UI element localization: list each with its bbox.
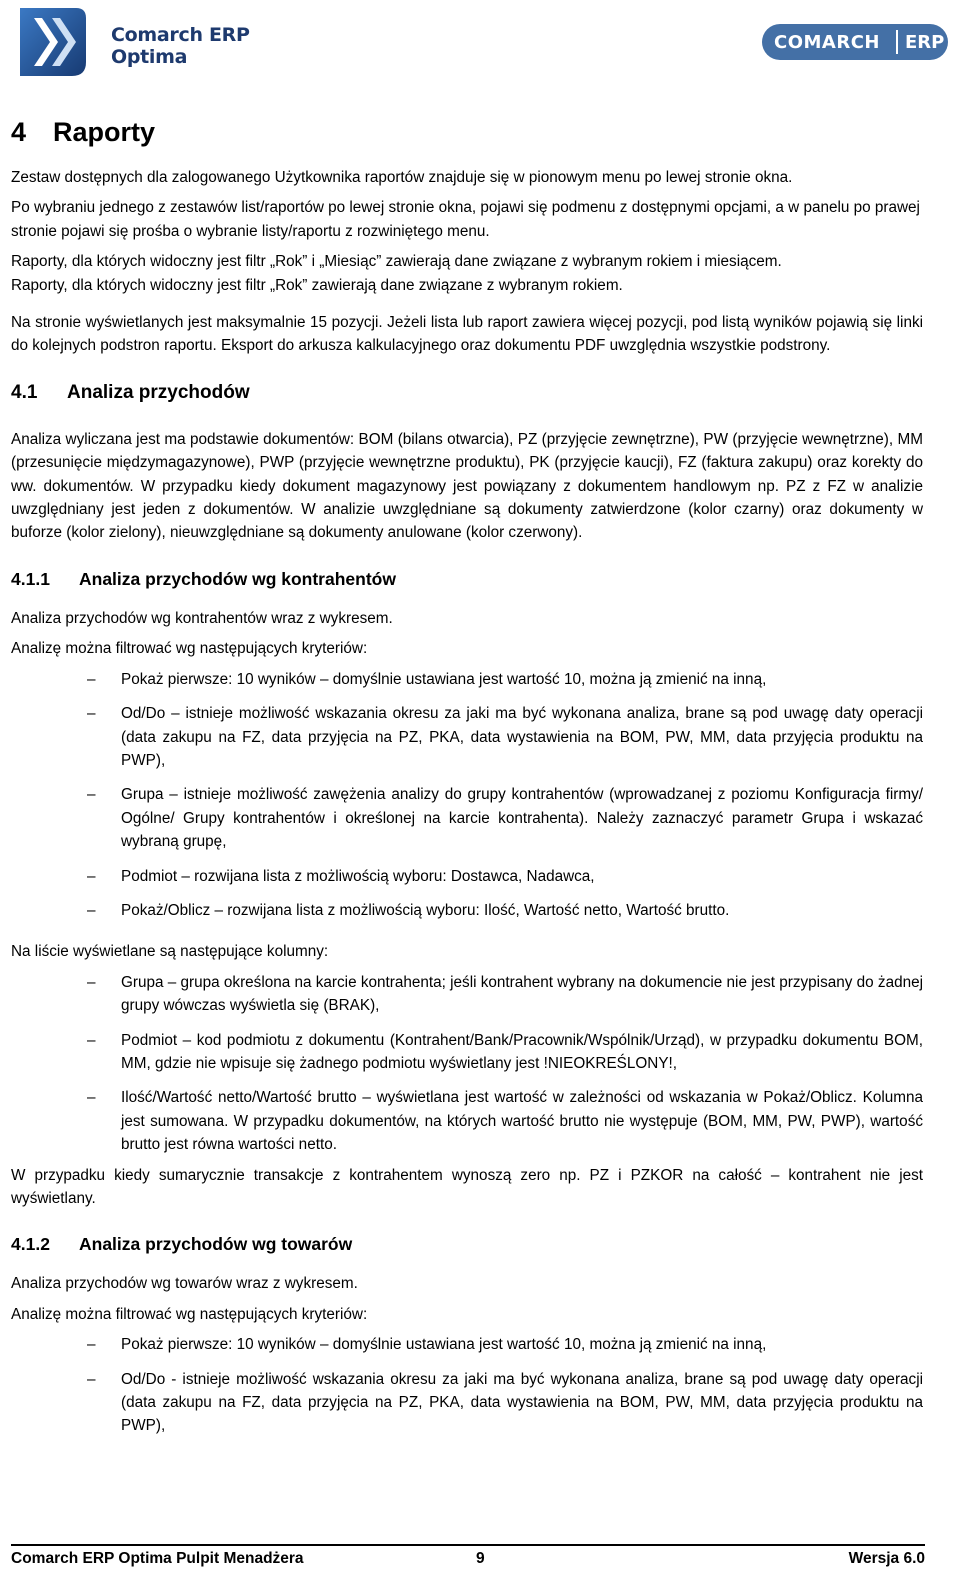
logo-line-1: Comarch ERP	[111, 24, 250, 46]
columns-list	[11, 971, 923, 1157]
section-number: 4.1	[11, 381, 38, 403]
list-item: – Grupa – istnieje możliwość zawężenia analizy do grupy kontrahentów (wprowadzanej z poziomu Konfiguracja firmy/ Ogólne/ Grupy kontrahentów i określonej na karcie kontrahenta). Należy zaznaczyć parametr Grupa i wskazać wybraną grupę,	[87, 786, 923, 851]
section-4-1-2-heading	[11, 1230, 923, 1258]
paragraph: Analiza przychodów wg kontrahentów wraz z wykresem.	[11, 609, 393, 627]
filter-list	[11, 668, 923, 923]
footer-product: Comarch ERP Optima Pulpit Menadżera	[11, 1550, 304, 1567]
list-item: – Pokaż pierwsze: 10 wyników – domyślnie ustawiana jest wartość 10, można ją zmienić na inną,	[87, 670, 767, 688]
section-title: Analiza przychodów	[67, 381, 250, 403]
paragraph: Analiza przychodów wg towarów wraz z wykresem.	[11, 1275, 358, 1293]
comarch-erp-optima-logo	[16, 6, 256, 78]
list-item: – Pokaż pierwsze: 10 wyników – domyślnie ustawiana jest wartość 10, można ją zmienić na inną,	[87, 1336, 767, 1354]
document-body	[11, 112, 923, 1449]
list-item: – Podmiot – rozwijana lista z możliwością wyboru: Dostawca, Nadawca,	[87, 867, 595, 885]
list-item: – Podmiot – kod podmiotu z dokumentu (Kontrahent/Bank/Pracownik/Wspólnik/Urząd), w przypadku dokumentu BOM, MM, gdzie nie wpisuje się żadnego podmiotu wyświetlany jest !NIEOKREŚLONY!,	[87, 1031, 923, 1072]
page-footer	[0, 1544, 960, 1583]
paragraph: Po wybraniu jednego z zestawów list/raportów po lewej stronie okna, pojawi się podmenu z dostępnymi opcjami, a w panelu po prawej stronie pojawi się prośba o wybranie listy/raportu z rozwiniętego menu.	[11, 199, 920, 240]
section-number: 4.1.2	[11, 1234, 50, 1255]
section-number: 4	[11, 117, 27, 147]
section-4-1-1-heading	[11, 565, 923, 593]
page-number: 9	[476, 1550, 485, 1567]
paragraph: W przypadku kiedy sumarycznie transakcje z kontrahentem wynoszą zero np. PZ i PZKOR na całość – kontrahent nie jest wyświetlany.	[11, 1166, 923, 1207]
section-number: 4.1.1	[11, 568, 50, 589]
section-title: Raporty	[53, 117, 156, 147]
section-title: Analiza przychodów wg towarów	[79, 1234, 353, 1255]
paragraph: Raporty, dla których widoczny jest filtr „Rok” i „Miesiąc” zawierają dane związane z wybranym rokiem i miesiącem.	[11, 253, 782, 271]
paragraph: Analiza wyliczana jest ma podstawie dokumentów: BOM (bilans otwarcia), PZ (przyjęcie zewnętrzne), PW (przyjęcie wewnętrzne), MM (przesunięcie międzymagazynowe), PWP (przyjęcie wewnętrzne produktu), PK (przyjęcie kaucji), FZ (faktura zakupu) oraz korekty do ww. dokumentów. W przypadku kiedy dokument magazynowy jest powiązany z dokumentem handlowym np. PZ z FZ w analizie uwzględniany jest jeden z dokumentów. W analizie uwzględniane są dokumenty zatwierdzone (kolor czarny) oraz dokumenty w buforze (kolor zielony), nieuwzględniane są dokumenty anulowane (kolor czerwony).	[11, 430, 923, 542]
optima-emblem-icon	[16, 6, 88, 78]
paragraph: Na stronie wyświetlanych jest maksymalnie 15 pozycji. Jeżeli lista lub raport zawiera więcej pozycji, pod listą wyników pojawią się linki do kolejnych podstron raportu. Eksport do arkusza kalkulacyjnego oraz dokumentu PDF uwzględnia wszystkie podstrony.	[11, 314, 923, 355]
section-4-heading	[11, 112, 923, 152]
list-item: – Od/Do - istnieje możliwość wskazania okresu za jaki ma być wykonana analiza, brane są pod uwagę daty operacji (data zakupu na FZ, data przyjęcia na PZ, PKA, data wystawienia na BOM, PW, MM, data przyjęcia produktu na PWP),	[87, 1370, 923, 1435]
paragraph: Raporty, dla których widoczny jest filtr „Rok” zawierają dane związane z wybranym rokiem.	[11, 276, 623, 294]
section-title: Analiza przychodów wg kontrahentów	[79, 568, 396, 589]
list-item: – Grupa – grupa określona na karcie kontrahenta; jeśli kontrahent wybrany na dokumencie nie jest przypisany do żadnej grupy wówczas wyświetla się (BRAK),	[87, 973, 923, 1015]
badge-suffix-text: ERP	[905, 32, 945, 53]
paragraph: Zestaw dostępnych dla zalogowanego Użytkownika raportów znajduje się w pionowym menu po lewej stronie okna.	[11, 169, 793, 186]
list-item: – Pokaż/Oblicz – rozwijana lista z możliwością wyboru: Ilość, Wartość netto, Wartość brutto.	[87, 901, 730, 919]
badge-main-text: COMARCH	[774, 32, 880, 53]
paragraph: Analizę można filtrować wg następujących kryteriów:	[11, 640, 368, 658]
section-4-1-heading	[11, 378, 923, 408]
page-header	[0, 0, 960, 80]
paragraph: Analizę można filtrować wg następujących kryteriów:	[11, 1305, 368, 1323]
list-item: – Ilość/Wartość netto/Wartość brutto – wyświetlana jest wartość w zależności od wskazania w Pokaż/Oblicz. Kolumna jest sumowana. W przypadku dokumentów, na których wartość brutto nie występuje (BOM, MM, PW, PWP), wartość brutto jest równa wartości netto.	[87, 1089, 923, 1154]
logo-line-2: Optima	[111, 46, 188, 68]
list-item: – Od/Do – istnieje możliwość wskazania okresu za jaki ma być wykonana analiza, brane są pod uwagę daty operacji (data zakupu na FZ, data przyjęcia na PZ, PKA, data wystawienia na BOM, PW, MM, data przyjęcia produktu na PWP),	[87, 705, 923, 769]
comarch-erp-badge	[762, 24, 948, 60]
filter-list	[11, 1333, 923, 1438]
footer-version: Wersja 6.0	[848, 1550, 925, 1567]
paragraph: Na liście wyświetlane są następujące kolumny:	[11, 943, 329, 961]
